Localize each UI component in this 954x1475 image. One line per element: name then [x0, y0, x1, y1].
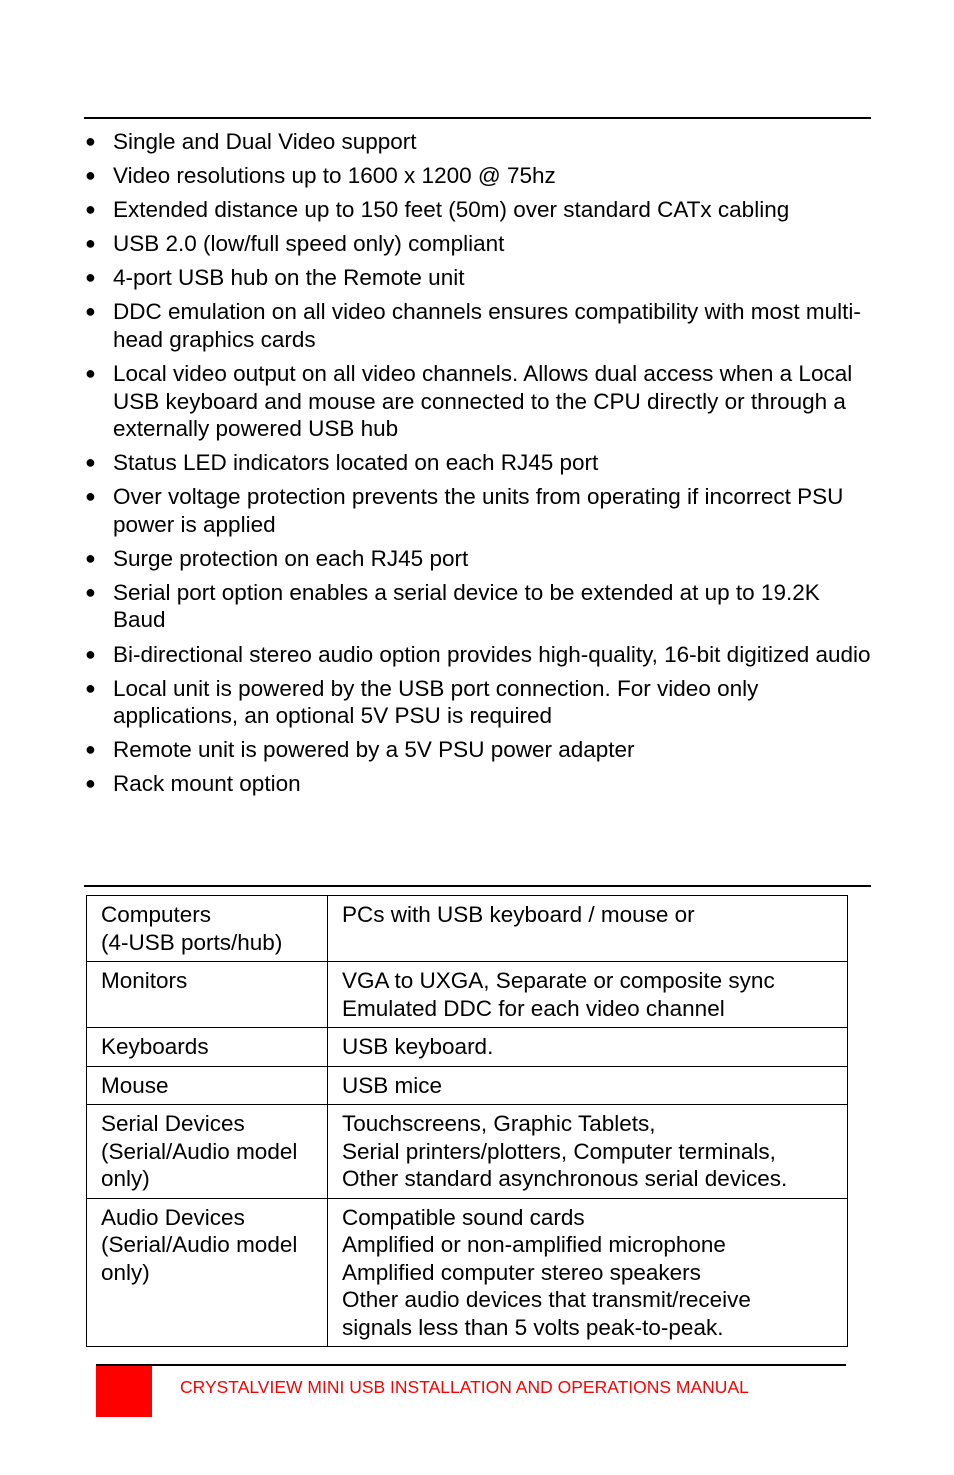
- feature-item: ● Local unit is powered by the USB port connection. For video only applications, an optional 5V PSU is required: [85, 675, 759, 729]
- feature-item: ● 4-port USB hub on the Remote unit: [85, 265, 465, 291]
- bullet-icon: ●: [85, 267, 96, 288]
- section-divider-compatibility: [84, 885, 871, 887]
- bullet-icon: ●: [85, 773, 96, 794]
- section-divider-features: [84, 117, 871, 119]
- feature-item: ● DDC emulation on all video channels ensures compatibility with most multi-head graphics cards: [85, 299, 861, 352]
- table-row: [87, 962, 848, 1028]
- feature-item: ● Extended distance up to 150 feet (50m) over standard CATx cabling: [85, 197, 790, 223]
- bullet-icon: ●: [85, 301, 96, 322]
- device-type-cell: Mouse: [87, 1066, 328, 1105]
- bullet-icon: ●: [85, 199, 96, 220]
- bullet-icon: ●: [85, 131, 96, 151]
- device-spec-cell: Touchscreens, Graphic Tablets, Serial printers/plotters, Computer terminals, Other standard asynchronous serial devices.: [328, 1105, 848, 1199]
- table-row: [87, 1028, 848, 1067]
- feature-item: ● Video resolutions up to 1600 x 1200 @ 75hz: [85, 163, 556, 189]
- device-type-cell: Serial Devices (Serial/Audio model only): [87, 1105, 328, 1199]
- feature-item: ● Bi-directional stereo audio option provides high-quality, 16-bit digitized audio: [85, 641, 871, 667]
- device-type-cell: Monitors: [87, 962, 328, 1028]
- feature-item: ● Single and Dual Video support: [85, 129, 417, 154]
- compatibility-table: [86, 895, 848, 1347]
- bullet-icon: ●: [85, 677, 96, 698]
- bullet-icon: ●: [85, 581, 96, 602]
- feature-item: ● Surge protection on each RJ45 port: [85, 545, 469, 571]
- bullet-icon: ●: [85, 452, 96, 473]
- feature-item: ● Serial port option enables a serial device to be extended at up to 19.2K Baud: [85, 579, 820, 633]
- table-row: [87, 1066, 848, 1105]
- table-row: [87, 1105, 848, 1199]
- device-spec-cell: VGA to UXGA, Separate or composite sync Emulated DDC for each video channel: [328, 962, 848, 1028]
- features-list: [84, 128, 874, 804]
- device-type-cell: Audio Devices (Serial/Audio model only): [87, 1198, 328, 1347]
- device-type-cell: Keyboards: [87, 1028, 328, 1067]
- feature-item: ● USB 2.0 (low/full speed only) compliant: [85, 231, 505, 257]
- feature-item: ● Status LED indicators located on each RJ45 port: [85, 450, 599, 476]
- device-spec-cell: USB keyboard.: [328, 1028, 848, 1067]
- feature-item: ● Remote unit is powered by a 5V PSU power adapter: [85, 737, 635, 763]
- feature-item: ● Local video output on all video channels. Allows dual access when a Local USB keyboard and mouse are connected to the CPU directly or through a externally powered USB hub: [85, 361, 853, 442]
- footer-page-tab: [96, 1366, 152, 1417]
- bullet-icon: ●: [85, 547, 96, 568]
- feature-item: ● Over voltage protection prevents the units from operating if incorrect PSU power is applied: [85, 484, 844, 537]
- bullet-icon: ●: [85, 643, 96, 664]
- bullet-icon: ●: [85, 486, 96, 507]
- table-row: [87, 1198, 848, 1347]
- feature-item: ● Rack mount option: [85, 771, 301, 797]
- bullet-icon: ●: [85, 233, 96, 254]
- bullet-icon: ●: [85, 739, 96, 760]
- device-spec-cell: PCs with USB keyboard / mouse or: [328, 896, 848, 962]
- device-spec-cell: USB mice: [328, 1066, 848, 1105]
- bullet-icon: ●: [85, 363, 96, 384]
- device-spec-cell: Compatible sound cards Amplified or non-amplified microphone Amplified computer stereo speakers Other audio devices that transmit/receive signals less than 5 volts peak-to-peak.: [328, 1198, 848, 1347]
- footer-manual-title: CRYSTALVIEW MINI USB INSTALLATION AND OPERATIONS MANUAL: [180, 1377, 749, 1397]
- footer-divider: [96, 1364, 846, 1366]
- bullet-icon: ●: [85, 165, 96, 186]
- device-type-cell: Computers (4-USB ports/hub): [87, 896, 328, 962]
- table-row: [87, 896, 848, 962]
